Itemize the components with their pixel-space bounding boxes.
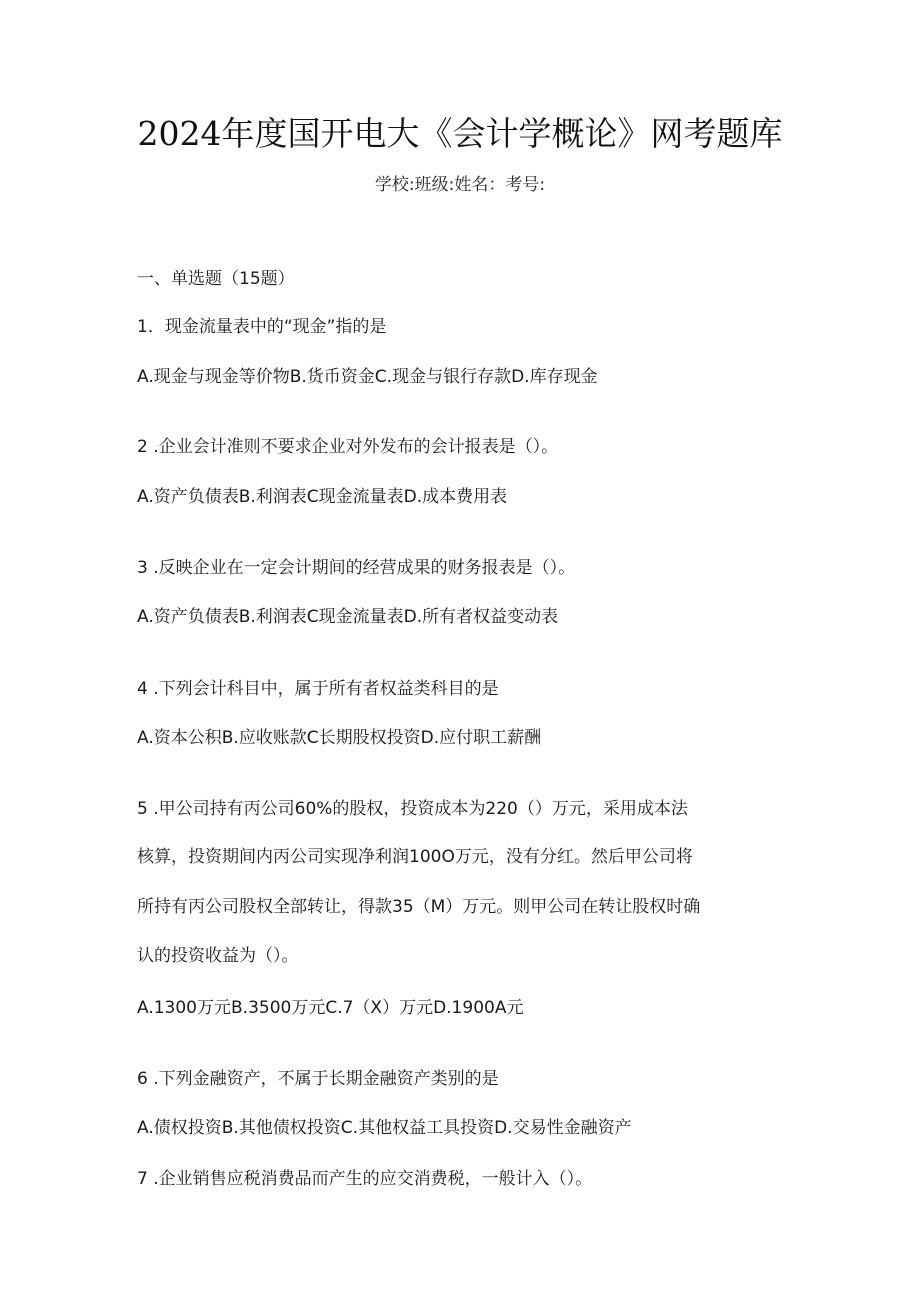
student-info-line: 学校:班级:姓名：考号: bbox=[374, 175, 546, 195]
question-3-options: A.资产负债表B.利润表C现金流量表D.所有者权益变动表 bbox=[137, 607, 559, 627]
question-1-stem: 1．现金流量表中的“现金”指的是 bbox=[137, 317, 387, 337]
question-7-stem: 7 .企业销售应税消费品而产生的应交消费税，一般计入（）。 bbox=[137, 1169, 593, 1189]
question-5-stem-line-4: 认的投资收益为（）。 bbox=[137, 946, 299, 966]
question-2-stem: 2 .企业会计准则不要求企业对外发布的会计报表是（）。 bbox=[137, 437, 559, 457]
question-6-stem: 6 .下列金融资产，不属于长期金融资产类别的是 bbox=[137, 1069, 499, 1089]
question-5-stem-line-2: 核算，投资期间内丙公司实现净利润100O万元，没有分红。然后甲公司将 bbox=[137, 847, 693, 867]
question-4-stem: 4 .下列会计科目中，属于所有者权益类科目的是 bbox=[137, 679, 499, 699]
document-title: 2024年度国开电大《会计学概论》网考题库 bbox=[137, 114, 783, 153]
section-heading: 一、单选题（15题） bbox=[137, 269, 295, 289]
question-6-options: A.债权投资B.其他债权投资C.其他权益工具投资D.交易性金融资产 bbox=[137, 1118, 632, 1138]
question-5-stem-line-1: 5 .甲公司持有丙公司60%的股权，投资成本为220（）万元，采用成本法 bbox=[137, 799, 688, 819]
question-5-options: A.1300万元B.3500万元C.7（X）万元D.1900A元 bbox=[137, 998, 524, 1018]
question-5-stem-line-3: 所持有丙公司股权全部转让，得款35（M）万元。则甲公司在转让股权时确 bbox=[137, 897, 701, 917]
question-2-options: A.资产负债表B.利润表C现金流量表D.成本费用表 bbox=[137, 487, 508, 507]
question-3-stem: 3 .反映企业在一定会计期间的经营成果的财务报表是（）。 bbox=[137, 558, 576, 578]
question-1-options: A.现金与现金等价物B.货币资金C.现金与银行存款D.库存现金 bbox=[137, 367, 598, 387]
question-4-options: A.资本公积B.应收账款C长期股权投资D.应付职工薪酬 bbox=[137, 728, 542, 748]
